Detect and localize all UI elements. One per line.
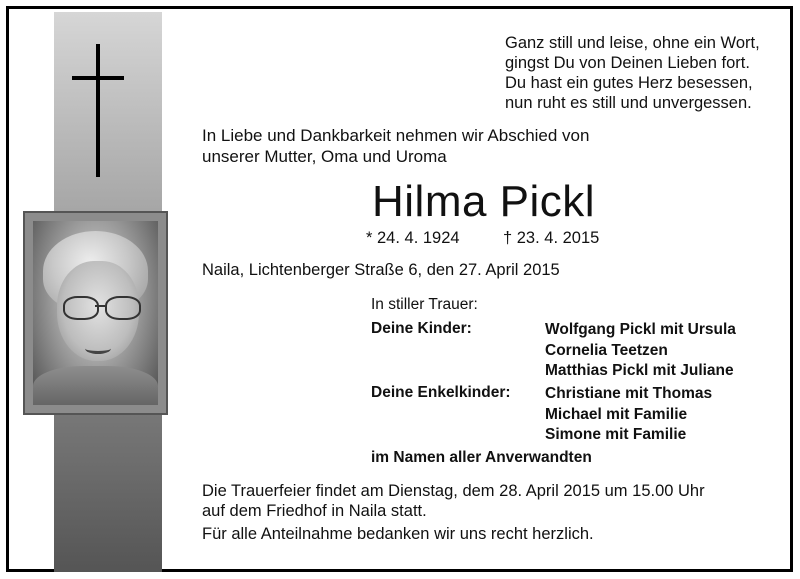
list-item: Christiane mit Thomas	[545, 385, 713, 402]
thanks-line: Für alle Anteilnahme bedanken wir uns recht herzlich.	[202, 525, 594, 543]
funeral-line: Die Trauerfeier findet am Dienstag, dem 28. April 2015 um 15.00 Uhr	[202, 482, 705, 500]
intro-line: unserer Mutter, Oma und Uroma	[202, 147, 447, 166]
cross-icon-bar	[72, 76, 124, 80]
children-label: Deine Kinder:	[371, 320, 472, 337]
grandchildren-label: Deine Enkelkinder:	[371, 384, 511, 401]
funeral-info	[202, 481, 705, 521]
list-item: Simone mit Familie	[545, 426, 687, 443]
poem-line: Du hast ein gutes Herz besessen,	[505, 74, 753, 92]
list-item: Cornelia Teetzen	[545, 341, 668, 359]
intro-line: In Liebe und Dankbarkeit nehmen wir Abschied von	[202, 126, 590, 145]
mourning-intro: In stiller Trauer:	[371, 296, 478, 313]
list-item: Michael mit Familie	[545, 405, 688, 423]
relatives-line: im Namen aller Anverwandten	[371, 449, 592, 466]
poem-line: Ganz still und leise, ohne ein Wort,	[505, 34, 760, 52]
cross-icon	[96, 44, 100, 177]
place-date: Naila, Lichtenberger Straße 6, den 27. April 2015	[202, 261, 560, 279]
list-item: Wolfgang Pickl mit Ursula	[545, 321, 736, 338]
funeral-line: auf dem Friedhof in Naila statt.	[202, 502, 427, 520]
children-list	[545, 320, 736, 382]
portrait-frame	[23, 211, 168, 415]
intro-text	[202, 125, 589, 167]
grandchildren-list	[545, 384, 712, 446]
poem-line: nun ruht es still und unvergessen.	[505, 94, 752, 112]
birth-date: * 24. 4. 1924	[366, 229, 460, 247]
deceased-name: Hilma Pickl	[372, 177, 596, 226]
portrait-photo	[33, 221, 158, 405]
list-item: Matthias Pickl mit Juliane	[545, 362, 734, 379]
poem-line: gingst Du von Deinen Lieben fort.	[505, 54, 750, 72]
death-date: † 23. 4. 2015	[503, 229, 600, 247]
poem	[505, 33, 760, 113]
